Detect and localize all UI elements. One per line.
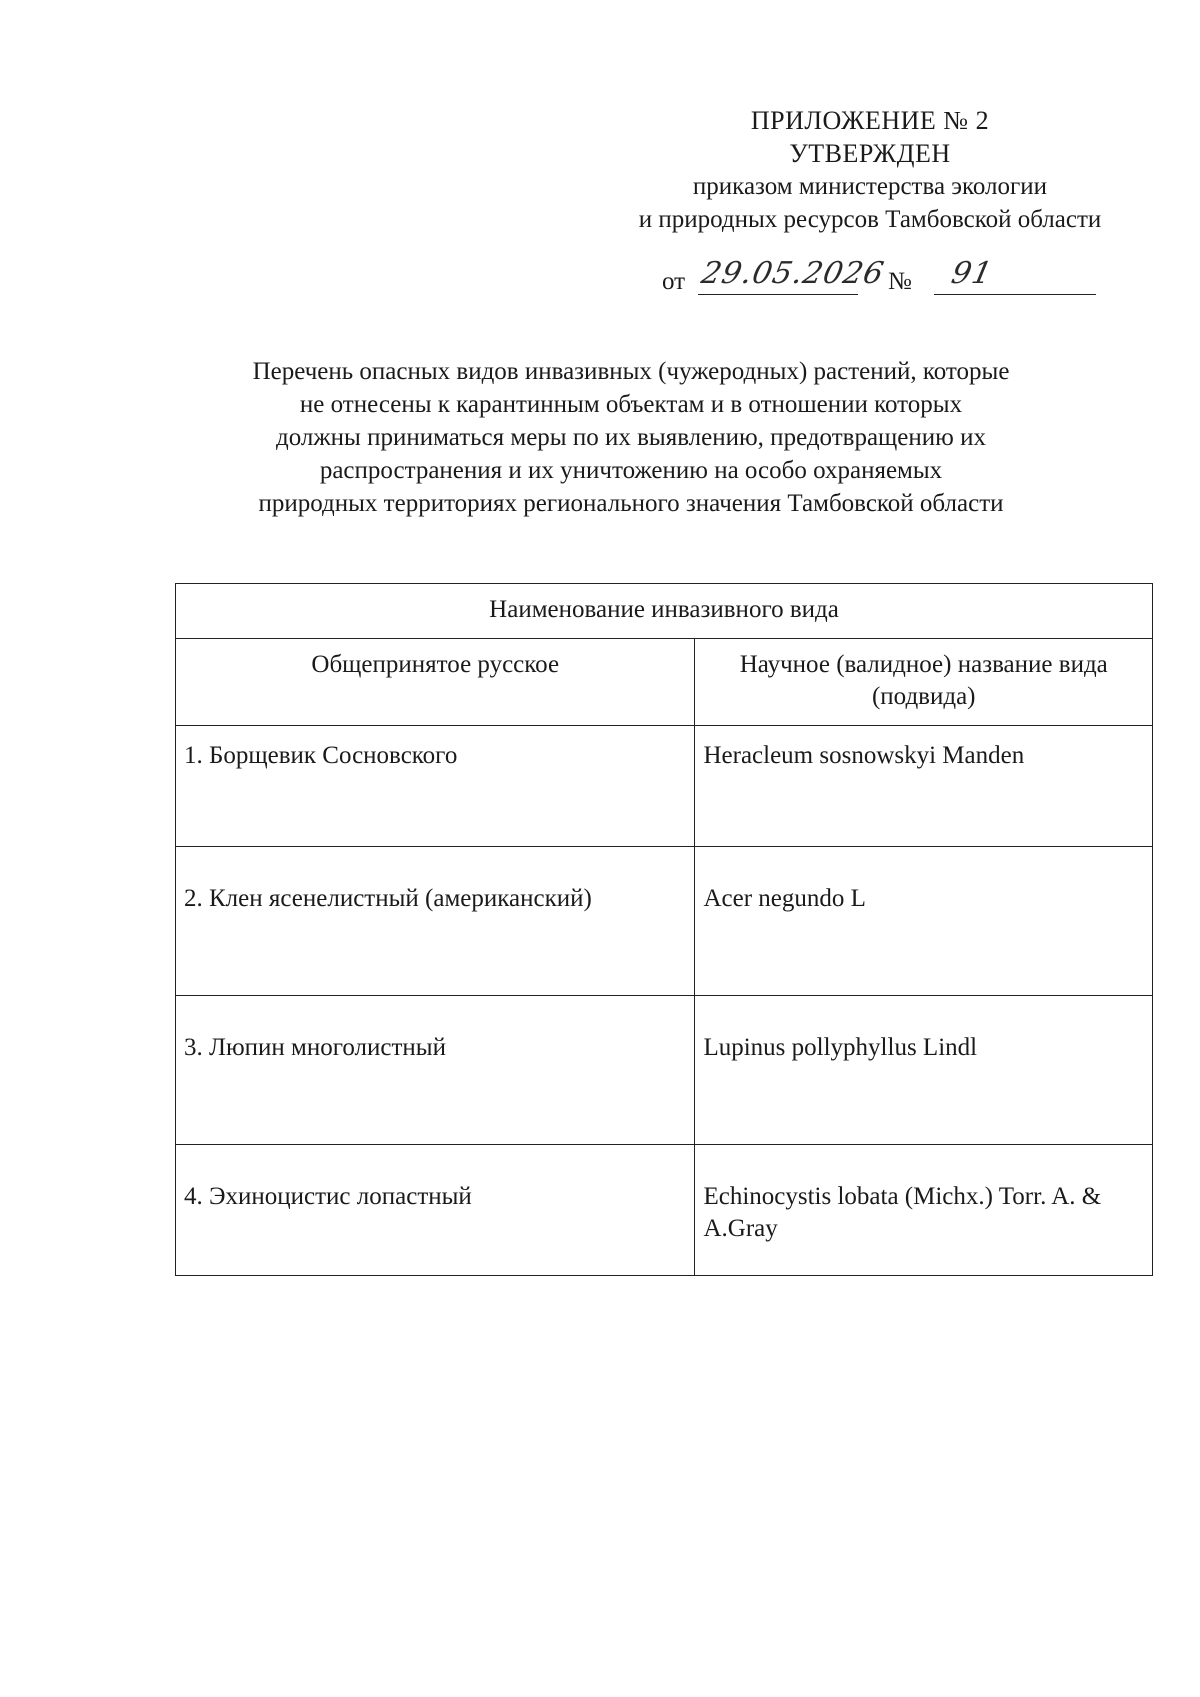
- common-name-cell: 3. Люпин многолистный: [176, 996, 695, 1145]
- number-label: №: [888, 268, 912, 295]
- column-header-common: Общепринятое русское: [176, 639, 695, 726]
- table-column-header-row: [176, 639, 1153, 726]
- handwritten-number: 91: [948, 256, 996, 291]
- order-issuer-line-1: приказом министерства экологии: [692, 173, 1048, 200]
- table-row: [176, 996, 1153, 1145]
- order-issuer-line-2: и природных ресурсов Тамбовской области: [638, 206, 1102, 233]
- approved-label: УТВЕРЖДЕН: [789, 139, 951, 168]
- scientific-name-cell: Heracleum sosnowskyi Manden: [695, 726, 1153, 847]
- scientific-name-cell: Lupinus pollyphyllus Lindl: [695, 996, 1153, 1145]
- table-row: [176, 726, 1153, 847]
- common-name-cell: 4. Эхиноцистис лопастный: [176, 1145, 695, 1276]
- number-underline: [934, 294, 1096, 295]
- order-date-number: [662, 256, 1102, 302]
- table-group-header-row: [176, 584, 1153, 639]
- approval-block: [600, 104, 1140, 236]
- group-header: Наименование инвазивного вида: [176, 584, 1153, 639]
- table-row: [176, 847, 1153, 996]
- column-header-scientific: Научное (валидное) название вида (подвида): [695, 639, 1153, 726]
- appendix-number: ПРИЛОЖЕНИЕ № 2: [750, 106, 990, 135]
- invasive-species-table: [175, 583, 1153, 1276]
- scientific-name-cell: Acer negundo L: [695, 847, 1153, 996]
- date-label: от: [662, 268, 686, 295]
- common-name-cell: 2. Клен ясенелистный (американский): [176, 847, 695, 996]
- handwritten-date: 29.05.2026: [698, 256, 888, 291]
- scientific-name-cell: Echinocystis lobata (Michx.) Torr. A. & A.Gray: [695, 1145, 1153, 1276]
- common-name-cell: 1. Борщевик Сосновского: [176, 726, 695, 847]
- title-line: Перечень опасных видов инвазивных (чужеродных) растений, которые: [252, 358, 1010, 385]
- title-line: не отнесены к карантинным объектам и в отношении которых: [299, 391, 963, 418]
- document-title: [200, 355, 1062, 520]
- title-line: должны приниматься меры по их выявлению, предотвращению их: [276, 424, 986, 451]
- table-row: [176, 1145, 1153, 1276]
- title-line: распространения и их уничтожению на особо охраняемых: [319, 457, 943, 484]
- title-line: природных территориях регионального значения Тамбовской области: [258, 490, 1004, 517]
- date-underline: [698, 294, 858, 295]
